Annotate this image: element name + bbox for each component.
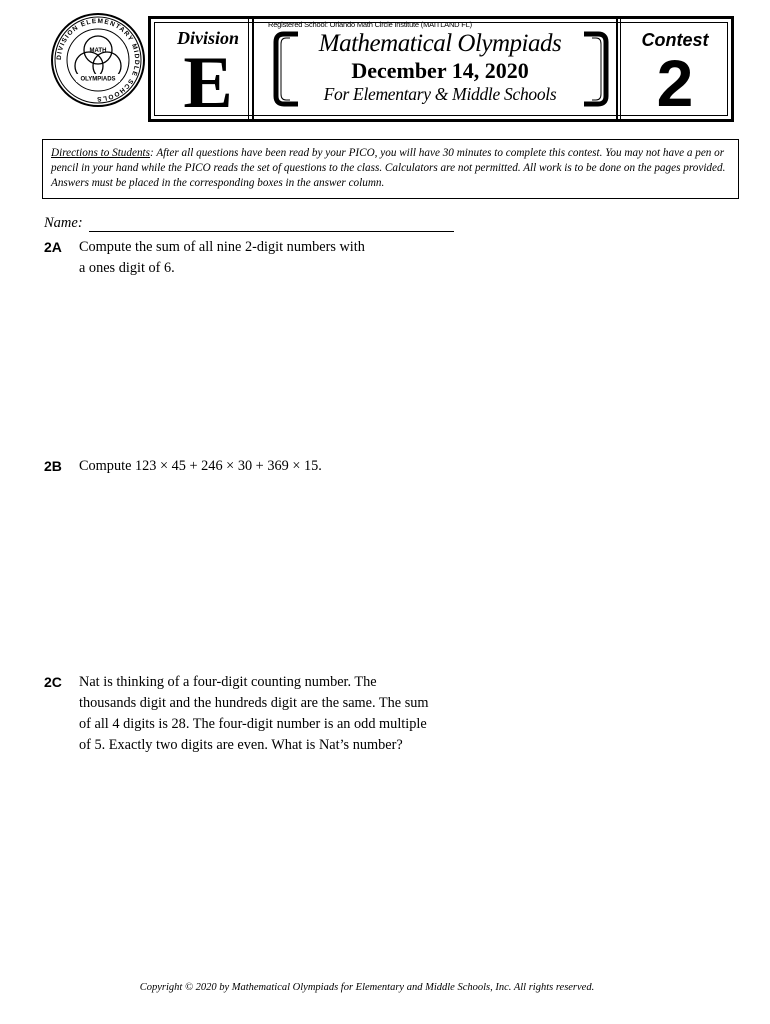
name-row	[44, 215, 464, 232]
question-2a-line: Compute the sum of all nine 2-digit numbers with	[79, 239, 365, 255]
question-2b-text	[79, 456, 459, 477]
question-2a-line: a ones digit of 6.	[79, 260, 175, 276]
logo-top-word: MATH	[89, 48, 107, 54]
logo-bottom-word: OLYMPIADS	[80, 76, 116, 83]
name-underline[interactable]	[89, 219, 454, 232]
directions-lead: Directions to Students	[51, 147, 151, 159]
division-letter: E	[183, 42, 233, 124]
directions-box	[42, 139, 739, 199]
name-label: Name:	[44, 215, 83, 231]
question-2a-number: 2A	[44, 239, 62, 255]
question-2a-text	[79, 237, 459, 279]
question-2c-line: Nat is thinking of a four-digit counting number. The	[79, 674, 377, 690]
copyright: Copyright © 2020 by Mathematical Olympiads for Elementary and Middle Schools, Inc. All rights reserved.	[139, 982, 595, 993]
question-2b-number: 2B	[44, 458, 62, 474]
right-bracket-ornament	[576, 30, 614, 108]
division-label: Division	[176, 28, 239, 48]
question-2c-line: thousands digit and the hundreds digit are the same. The sum	[79, 695, 429, 711]
contest-number: 2	[656, 46, 694, 120]
math-olympiads-logo	[50, 12, 146, 108]
contest-date: December 14, 2020	[351, 58, 529, 83]
logo-ring-text: DIVISION ELEMENTARY MIDDLE SCHOOLS	[55, 17, 141, 103]
question-2c-line: of 5. Exactly two digits are even. What is Nat’s number?	[79, 737, 403, 753]
question-2c-text	[79, 672, 479, 756]
contest-label: Contest	[641, 30, 709, 50]
registered-school: Registered School: Orlando Math Circle Institute (MAITLAND FL)	[268, 20, 472, 29]
contest-subtitle: For Elementary & Middle Schools	[323, 84, 557, 104]
question-2b-line: Compute 123 × 45 + 246 × 30 + 369 × 15.	[79, 458, 322, 474]
svg-text:DIVISION ELEMENTARY MIDDLE SCH	[56, 18, 140, 102]
contest-title: Mathematical Olympiads	[318, 30, 562, 57]
directions-body: : After all questions have been read by your PICO, you will have 30 minutes to complete this contest. You may not have a pen or pencil in your hand while the PICO reads the set of questions to the class. Calculators are not permitted. All work is to be done on the pages provided. Answers must be placed in the corresponding boxes in the answer column.	[51, 147, 726, 189]
question-2c-number: 2C	[44, 674, 62, 690]
question-2c-line: of all 4 digits is 28. The four-digit number is an odd multiple	[79, 716, 427, 732]
